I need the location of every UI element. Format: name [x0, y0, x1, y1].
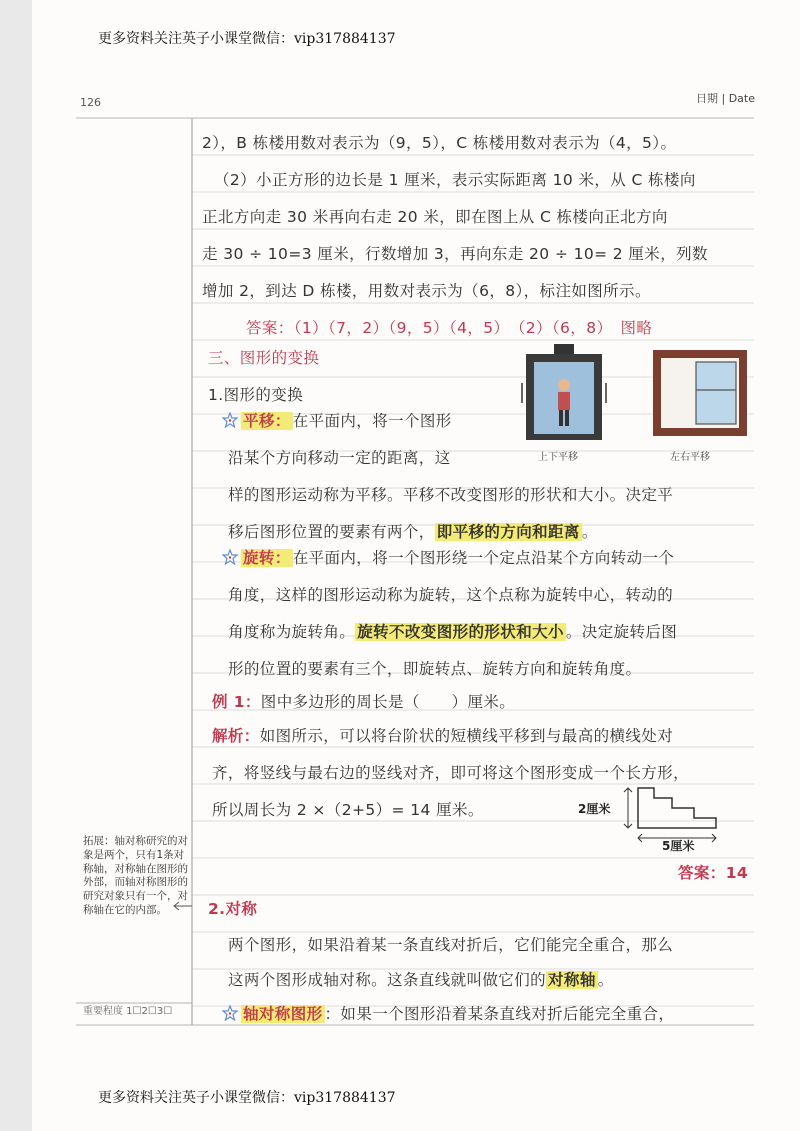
elevator-figure	[520, 343, 608, 443]
highlight-text: 对称轴	[548, 971, 596, 989]
axis-symmetry-term: 轴对称图形	[243, 1005, 323, 1023]
axis-symmetry-text: ：如果一个图形沿着某条直线对折后能完全重合，	[324, 1005, 675, 1023]
section-title: 三、图形的变换	[208, 349, 320, 367]
axis-symmetry-definition	[222, 1002, 674, 1024]
rotation-term: 旋转：	[243, 549, 291, 567]
subsection-title: 2.对称	[208, 900, 258, 918]
text-line	[228, 620, 677, 642]
text-segment: 角度称为旋转角。	[228, 623, 356, 641]
text-segment: 移后图形位置的要素有两个，	[228, 523, 435, 541]
text-line: 样的图形运动称为平移。平移不改变图形的形状和大小。决定平	[228, 486, 674, 504]
importance-rating: 重要程度 1☐2☐3☐	[83, 1006, 173, 1017]
answer-line: 答案：（1）（7，2）（9，5）（4，5） （2）（6，8） 图略	[246, 319, 653, 337]
subsection-title: 1.图形的变换	[208, 386, 304, 404]
analysis-label: 解析：	[212, 727, 260, 745]
text-segment: 这两个图形成轴对称。这条直线就叫做它们的	[228, 971, 547, 989]
text-line: 角度，这样的图形运动称为旋转，这个点称为旋转中心，转动的	[228, 586, 674, 604]
text-line	[228, 968, 614, 990]
elevator-caption: 上下平移	[538, 452, 578, 463]
window-caption: 左右平移	[670, 452, 710, 463]
page-number: 126	[80, 96, 101, 109]
example-text: 图中多边形的周长是（ ）厘米。	[260, 693, 516, 711]
text-line: 齐，将竖线与最右边的竖线对齐，即可将这个图形变成一个长方形，	[212, 764, 690, 782]
rotation-definition	[222, 546, 674, 568]
text-segment: 。决定旋转后图	[565, 623, 678, 641]
text-line: 2），B 栋楼用数对表示为（9，5），C 栋楼用数对表示为（4，5）。	[202, 134, 677, 152]
text-line: 沿某个方向移动一定的距离，这	[228, 449, 451, 467]
highlight-text: 旋转不改变图形的形状和大小	[357, 623, 564, 641]
date-label: 日期 | Date	[696, 92, 755, 105]
translation-definition	[222, 409, 452, 431]
star-bullet-icon	[222, 1005, 238, 1021]
translation-text: 在平面内，将一个图形	[292, 412, 452, 430]
answer-line: 答案：14	[678, 864, 749, 882]
text-segment: 。	[581, 523, 598, 541]
width-label: 5厘米	[662, 839, 695, 853]
text-line: （2）小正方形的边长是 1 厘米，表示实际距离 10 米，从 C 栋楼向	[214, 171, 696, 189]
text-line: 走 30 ÷ 10=3 厘米，行数增加 3，再向东走 20 ÷ 10= 2 厘米，列数	[202, 245, 708, 263]
text-line: 增加 2，到达 D 栋楼，用数对表示为（6，8），标注如图所示。	[202, 282, 651, 300]
text-line: 两个图形，如果沿着某一条直线对折后，它们能完全重合，那么	[228, 936, 674, 954]
sidebar-note: 拓展：轴对称研究的对象是两个，只有1条对称轴，对称轴在图形的外部，而轴对称图形的研究对象只有一个，对称轴在它的内部。	[83, 835, 188, 916]
rotation-text: 在平面内，将一个图形绕一个定点沿某个方向转动一个	[292, 549, 675, 567]
highlight-text: 即平移的方向和距离	[436, 523, 580, 541]
analysis-line	[212, 724, 673, 746]
example-line	[212, 690, 515, 712]
notebook-page	[32, 0, 800, 1131]
text-line: 所以周长为 2 ×（2+5）= 14 厘米。	[212, 801, 484, 819]
text-line: 正北方向走 30 米再向右走 20 米，即在图上从 C 栋楼向正北方向	[202, 208, 668, 226]
star-bullet-icon	[222, 412, 238, 428]
promo-text-bottom: 更多资料关注英子小课堂微信：vip317884137	[98, 1090, 396, 1106]
star-bullet-icon	[222, 549, 238, 565]
promo-text-top: 更多资料关注英子小课堂微信：vip317884137	[98, 31, 396, 47]
text-line: 形的位置的要素有三个，即旋转点、旋转方向和旋转角度。	[228, 660, 642, 678]
example-label: 例 1：	[212, 693, 261, 711]
text-segment: 。	[597, 971, 614, 989]
text-line	[228, 520, 598, 542]
analysis-text: 如图所示，可以将台阶状的短横线平移到与最高的横线处对	[259, 727, 674, 745]
translation-term: 平移：	[243, 412, 291, 430]
height-label: 2厘米	[578, 802, 611, 816]
window-figure	[651, 348, 749, 438]
